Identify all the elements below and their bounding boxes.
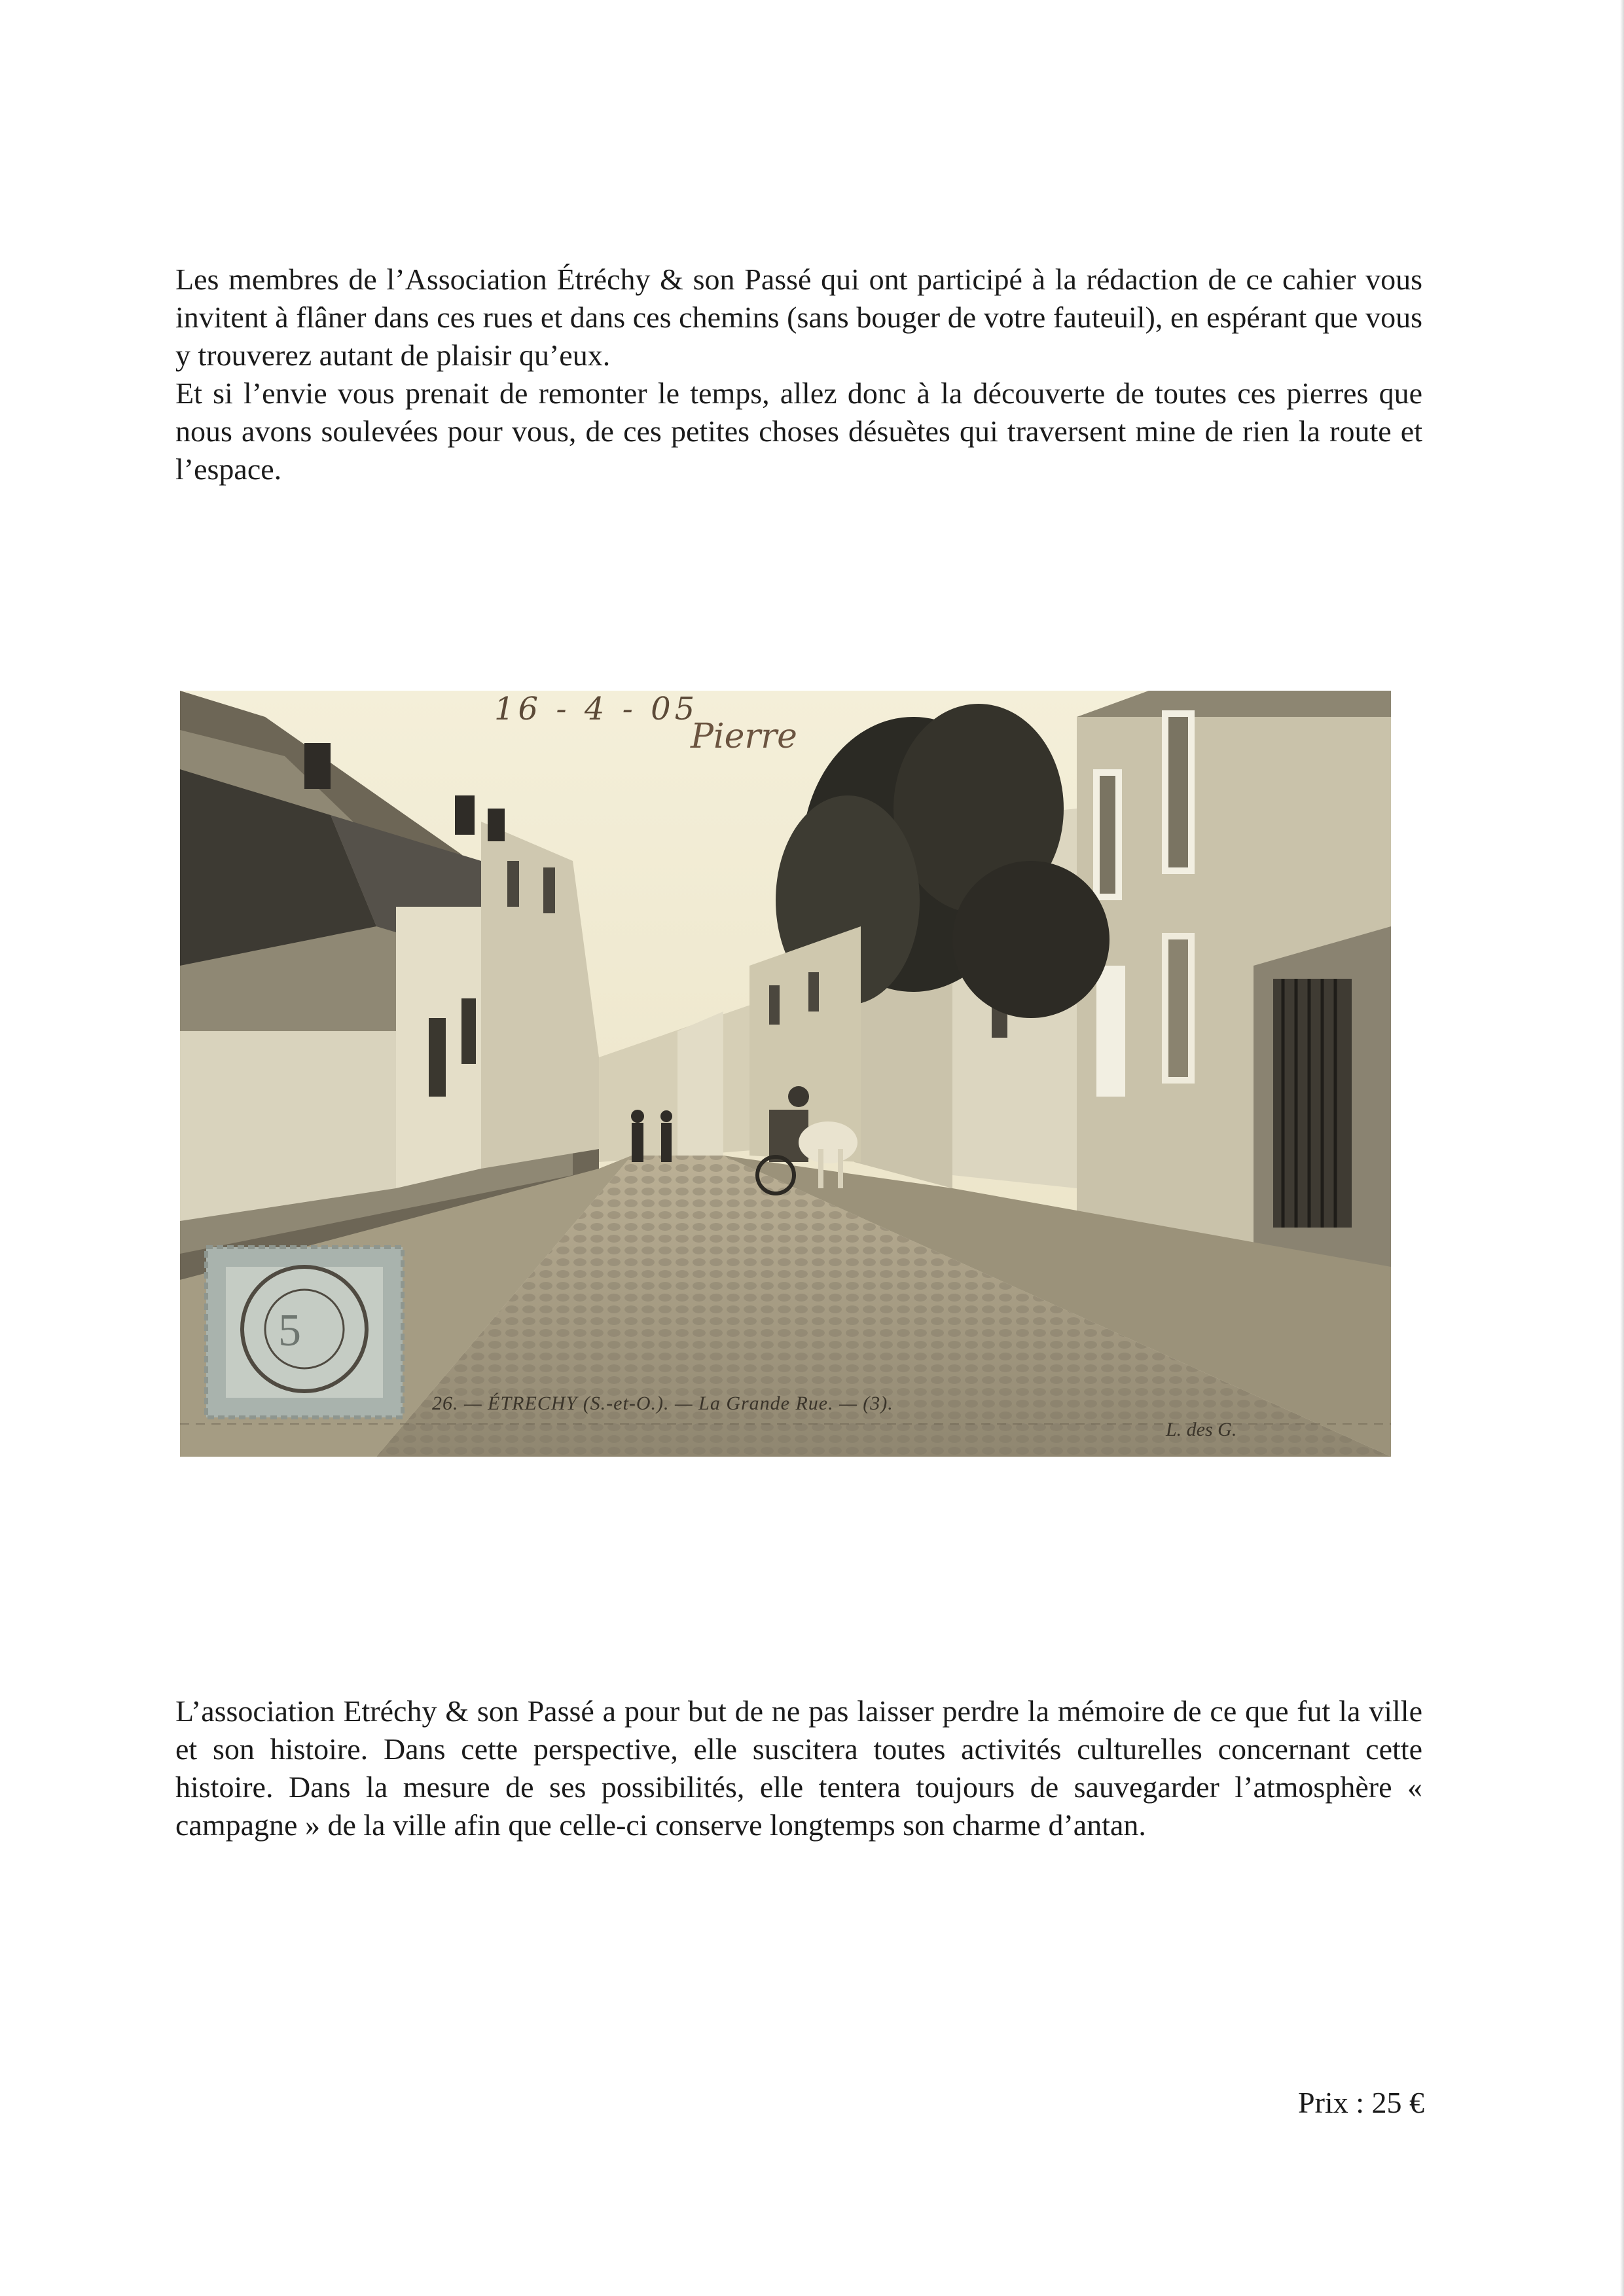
vintage-postcard-photo: [180, 691, 1391, 1457]
about-text: L’association Etréchy & son Passé a pour but de ne pas laisser perdre la mémoire de ce que fut la ville et son histoire. Dans cette perspective, elle suscitera toutes activités culturelles concernant cette histoire. Dans la mesure de ses possibilités, elle tentera toujours de sauvegarder l’atmosphère « campagne » de la ville afin que celle-ci conserve longtemps son charme d’antan.: [175, 1694, 1422, 1842]
postcard-caption: 26. — ÉTRECHY (S.-et-O.). — La Grande Rue. — (3).: [432, 1393, 893, 1414]
handwritten-signature: Pierre: [691, 717, 797, 756]
intro-text-1: Les membres de l’Association Étréchy & son Passé qui ont participé à la rédaction de ce cahier vous invitent à flâner dans ces rues et dans ces chemins (sans bouger de votre fauteuil), en espérant que vous y trouverez autant de plaisir qu’eux.: [175, 263, 1422, 372]
postage-stamp: [206, 1247, 403, 1417]
price-label: Prix : 25 €: [1298, 2086, 1424, 2119]
street-scene-illustration: [180, 691, 1391, 1457]
svg-text:5: 5: [278, 1305, 301, 1356]
about-paragraph: [175, 1692, 1422, 1844]
intro-paragraph: [175, 261, 1422, 488]
handwritten-date: 16 - 4 - 05: [494, 691, 699, 727]
page-edge-shadow: [1620, 0, 1624, 2296]
intro-text-2: Et si l’envie vous prenait de remonter le temps, allez donc à la découverte de toutes ces pierres que nous avons soulevées pour vous, de ces petites choses désuètes qui traversent mine de rien la route et l’espace.: [175, 376, 1422, 486]
postcard-publisher: L. des G.: [1166, 1419, 1237, 1440]
